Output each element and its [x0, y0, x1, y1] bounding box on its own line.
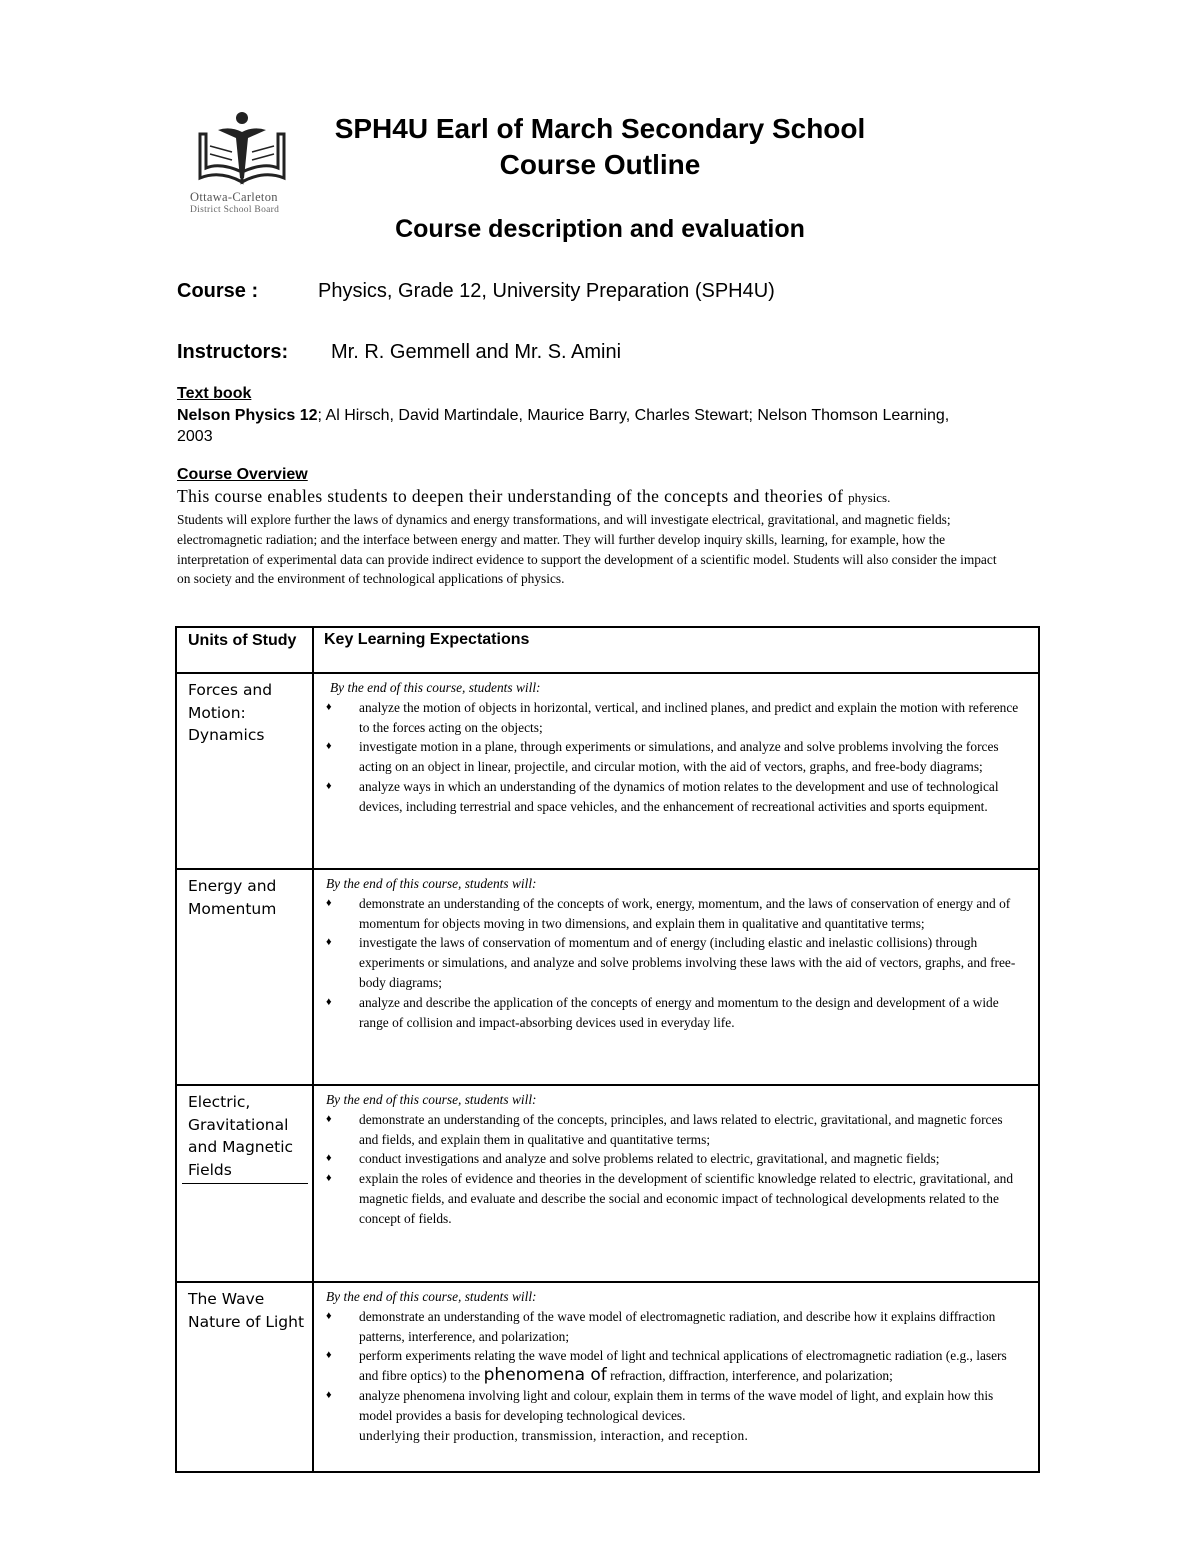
expectations-list	[326, 1110, 1024, 1229]
overview-heading: Course Overview	[177, 466, 308, 483]
table-row	[176, 1282, 1039, 1472]
expectations-intro: By the end of this course, students will:	[326, 1289, 537, 1304]
list-item: ♦ analyze and describe the application of the concepts of energy and momentum to the design and development of a wide range of collision and impact-absorbing devices used in everyday life.	[326, 993, 1024, 1033]
course-value: Physics, Grade 12, University Preparation (SPH4U)	[318, 280, 775, 302]
list-item	[326, 1346, 1024, 1386]
units-of-study-table	[175, 626, 1040, 1473]
expectations-intro: By the end of this course, students will:	[326, 876, 537, 891]
list-item: ♦ demonstrate an understanding of the concepts, principles, and laws related to electric, gravitational, and magnetic forces and fields, and explain them in qualitative and quantitative terms;	[326, 1110, 1024, 1150]
table-row	[176, 673, 1039, 869]
unit-name: The Wave Nature of Light	[176, 1282, 313, 1472]
unit-name-underline	[182, 1183, 308, 1184]
list-item: ♦ investigate the laws of conservation of momentum and of energy (including elastic and inelastic collisions) through experiments or simulations, and analyze and solve problems involving these laws with the aid of vectors, graphs, and free-body diagrams;	[326, 933, 1024, 992]
unit-name: Electric, Gravitational and Magnetic Fields	[188, 1093, 294, 1179]
textbook-details: ; Al Hirsch, David Martindale, Maurice Barry, Charles Stewart; Nelson Thomson Learning, 2003	[177, 407, 950, 445]
textbook-heading: Text book	[177, 385, 252, 402]
list-item: ♦ analyze ways in which an understanding of the dynamics of motion relates to the development and use of technological devices, including terrestrial and space vehicles, and the enhancement of recreational activities and sports equipment.	[326, 777, 1024, 817]
overview-lead	[177, 486, 1047, 507]
open-book-person-icon	[196, 108, 302, 188]
instructors-value: Mr. R. Gemmell and Mr. S. Amini	[331, 341, 622, 363]
table-row	[176, 869, 1039, 1085]
list-item: ♦ analyze phenomena involving light and colour, explain them in terms of the wave model of light, and explain how this model provides a basis for developing technological devices.	[326, 1386, 1024, 1426]
list-item-large-text: phenomena of	[483, 1365, 607, 1386]
expectations-list	[326, 698, 1024, 817]
overview-lead-text: This course enables students to deepen their understanding of the concepts and theories of	[177, 486, 844, 506]
course-label: Course :	[177, 280, 259, 302]
table-header-row	[176, 627, 1039, 673]
expectations-cell	[313, 1085, 1039, 1282]
instructors-label: Instructors:	[177, 341, 289, 363]
overview-lead-small: physics.	[848, 490, 891, 505]
textbook-title: Nelson Physics 12	[177, 407, 318, 424]
expectations-cell	[313, 673, 1039, 869]
list-item: ♦ explain the roles of evidence and theories in the development of scientific knowledge related to electric, gravitational, and magnetic fields, and evaluate and describe the social and economic impact of technological developments related to the concept of fields.	[326, 1169, 1024, 1228]
header-units-of-study: Units of Study	[176, 627, 313, 673]
expectations-list	[326, 1307, 1024, 1426]
expectations-list	[326, 894, 1024, 1033]
school-board-logo	[190, 108, 310, 218]
overview-body: Students will explore further the laws of dynamics and energy transformations, and will investigate electrical, gravitational, and magnetic fields; electromagnetic radiation; and the interface between energy and matter. They will further develop inquiry skills, learning, for example, how the interpretation of experimental data can provide indirect evidence to support the development of a scientific model. Students will also consider the impact on society and the environment of technological applications of physics.	[177, 512, 997, 587]
list-item: ♦ demonstrate an understanding of the wave model of electromagnetic radiation, and describe how it explains diffraction patterns, interference, and polarization;	[326, 1307, 1024, 1347]
list-item: ♦ demonstrate an understanding of the concepts of work, energy, momentum, and the laws of conservation of energy and of momentum for objects moving in two dimensions, and explain them in qualitative and quantitative terms;	[326, 894, 1024, 934]
logo-name-line2: District School Board	[190, 205, 280, 215]
textbook-citation	[177, 405, 977, 447]
unit-name-cell	[176, 1085, 313, 1282]
unit-name: Energy and Momentum	[176, 869, 313, 1085]
unit-name: Forces and Motion: Dynamics	[176, 673, 313, 869]
list-item-tail: refraction, diffraction, interference, and polarization;	[610, 1368, 893, 1384]
list-item: ♦ investigate motion in a plane, through experiments or simulations, and analyze and solve problems involving the forces acting on an object in linear, projectile, and circular motion, with the aid of vectors, graphs, and free-body diagrams;	[326, 737, 1024, 777]
expectations-cell	[313, 869, 1039, 1085]
logo-name-line1: Ottawa-Carleton	[190, 190, 278, 204]
list-item: ♦ analyze the motion of objects in horizontal, vertical, and inclined planes, and predict and explain the motion with reference to the forces acting on the objects;	[326, 698, 1024, 738]
expectations-intro: By the end of this course, students will:	[326, 1092, 537, 1107]
header-key-learning: Key Learning Expectations	[313, 627, 1039, 673]
trailing-text: underlying their production, transmission, interaction, and reception.	[359, 1427, 749, 1443]
expectations-intro: By the end of this course, students will:	[330, 680, 541, 695]
page-subtitle: Course Outline	[499, 149, 701, 180]
section-heading: Course description and evaluation	[395, 215, 805, 243]
list-item: ♦ conduct investigations and analyze and solve problems related to electric, gravitational, and magnetic fields;	[326, 1149, 1024, 1169]
expectations-cell	[313, 1282, 1039, 1472]
table-row	[176, 1085, 1039, 1282]
page-title: SPH4U Earl of March Secondary School	[334, 113, 866, 144]
list-item-text: perform experiments relating the wave model of light and technical applications of electromagnetic radiation (e.g., lasers and fibre optics) to the	[359, 1348, 1007, 1384]
